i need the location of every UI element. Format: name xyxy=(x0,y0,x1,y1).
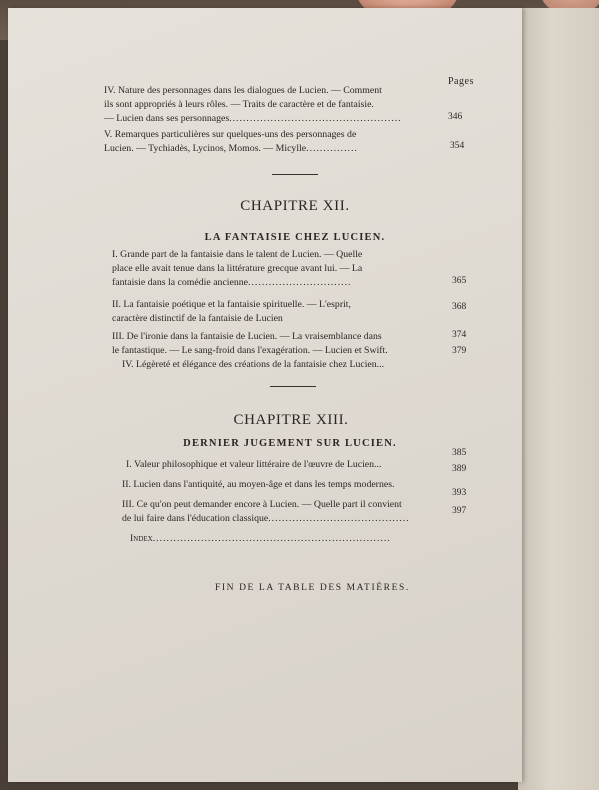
entry-line: caractère distinctif de la fantaisie de Lucien xyxy=(112,313,283,324)
entry-line: I. Grande part de la fantaisie dans le talent de Lucien. — Quelle xyxy=(112,249,363,260)
page-number: 397 xyxy=(452,506,467,516)
page-number: 393 xyxy=(452,488,467,498)
entry-line: le fantastique. — Le sang-froid dans l'exagération. — Lucien et Swift. xyxy=(112,345,388,356)
toc-entry: III. Ce qu'on peut demander encore à Lucien. — Quelle part il convient de lui faire dans l'éducation classique......................................... xyxy=(122,498,448,526)
entry-line: Lucien. — Tychiadès, Lycinos, Momos. — Micylle xyxy=(104,143,307,154)
entry-line: — Lucien dans ses personnages xyxy=(104,113,230,124)
chapter-title: CHAPITRE XIII. xyxy=(233,412,349,428)
toc-entry: I. Grande part de la fantaisie dans le talent de Lucien. — Quelle place elle avait tenue dans la littérature grecque avant lui. — La fantaisie dans la comédie ancienne.............................. xyxy=(112,248,452,290)
pages-column-label: Pages xyxy=(448,76,474,87)
entry-line: II. Lucien dans l'antiquité, au moyen-âge et dans les temps modernes. xyxy=(122,479,395,490)
page-number: 346 xyxy=(448,112,463,122)
entry-line: fantaisie dans la comédie ancienne xyxy=(112,277,249,288)
section-divider xyxy=(272,174,318,175)
entry-line: IV. Nature des personnages dans les dialogues de Lucien. — Comment xyxy=(104,85,382,96)
page-number: 389 xyxy=(452,464,467,474)
chapter-subtitle: DERNIER JUGEMENT SUR LUCIEN. xyxy=(183,438,397,449)
end-of-contents: FIN DE LA TABLE DES MATIÈRES. xyxy=(215,583,410,593)
toc-entry xyxy=(126,458,446,472)
toc-entry xyxy=(122,358,452,372)
entry-line: I. Valeur philosophique et valeur littéraire de l'œuvre de Lucien... xyxy=(126,459,382,470)
entry-line: Index xyxy=(130,533,153,544)
page-number: 374 xyxy=(452,330,467,340)
page-number: 354 xyxy=(450,141,465,151)
entry-line: de lui faire dans l'éducation classique xyxy=(122,513,269,524)
toc-entry xyxy=(112,298,452,326)
chapter-title: CHAPITRE XII. xyxy=(240,198,350,214)
entry-line: II. La fantaisie poétique et la fantaisie spirituelle. — L'esprit, xyxy=(112,299,351,310)
toc-entry xyxy=(112,330,452,358)
entry-line: ils sont appropriés à leurs rôles. — Traits de caractère et de fantaisie. xyxy=(104,99,374,110)
toc-entry: Index..................................................................... xyxy=(130,533,391,544)
page-number: 385 xyxy=(452,448,467,458)
page-number: 365 xyxy=(452,276,467,286)
page-number: 379 xyxy=(452,346,467,356)
entry-line: V. Remarques particulières sur quelques-uns des personnages de xyxy=(104,129,357,140)
entry-line: III. Ce qu'on peut demander encore à Lucien. — Quelle part il convient xyxy=(122,499,402,510)
toc-entry: V. Remarques particulières sur quelques-uns des personnages de Lucien. — Tychiadès, Lycinos, Momos. — Micylle............... xyxy=(104,128,470,156)
entry-line: III. De l'ironie dans la fantaisie de Lucien. — La vraisemblance dans xyxy=(112,331,382,342)
toc-entry xyxy=(122,478,448,492)
next-page-edge xyxy=(518,8,599,790)
page-number: 368 xyxy=(452,302,467,312)
chapter-subtitle: LA FANTAISIE CHEZ LUCIEN. xyxy=(204,232,386,243)
section-divider xyxy=(270,386,316,387)
toc-entry: IV. Nature des personnages dans les dialogues de Lucien. — Comment ils sont appropriés à leurs rôles. — Traits de caractère et de fantaisie. — Lucien dans ses personnages.................................................. xyxy=(104,84,470,126)
entry-line: place elle avait tenue dans la littérature grecque avant lui. — La xyxy=(112,263,363,274)
entry-line: IV. Légèreté et élégance des créations de la fantaisie chez Lucien... xyxy=(122,359,385,370)
